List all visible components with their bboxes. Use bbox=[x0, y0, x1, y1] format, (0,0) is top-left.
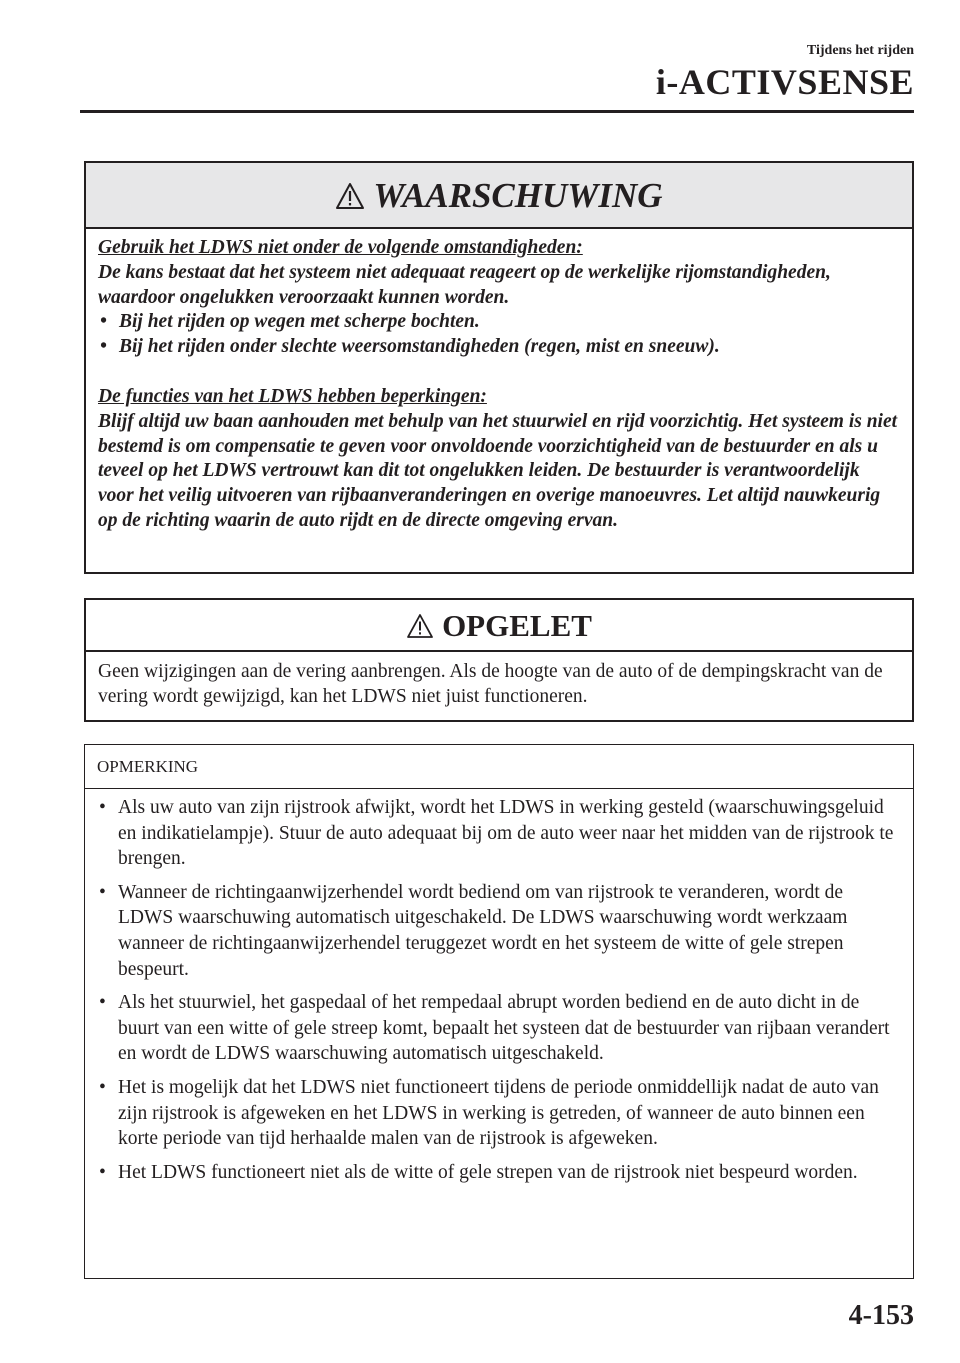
warning-bullet-text: Bij het rijden op wegen met scherpe bochten. bbox=[119, 311, 480, 333]
note-bullet bbox=[97, 880, 901, 982]
chapter-title: i-ACTIVSENSE bbox=[655, 62, 914, 102]
caution-box bbox=[84, 598, 914, 722]
note-bullet-text: Wanneer de richtingaanwijzerhendel wordt bediend om van rijstrook te veranderen, wordt de LDWS waarschuwing automatisch uitgeschakeld. De LDWS waarschuwing wordt werkzaam wanneer de richtingaanwijzerhendel teruggezet wordt en het systeem de witte of gele strepen bespeurt. bbox=[118, 881, 848, 980]
section-title: Tijdens het rijden bbox=[806, 43, 914, 58]
note-bullet bbox=[97, 795, 901, 872]
note-bullet bbox=[97, 990, 901, 1067]
warning-text-2: Blijf altijd uw baan aanhouden met behulp van het stuurwiel en rijd voorzichtig. Het systeem is niet bestemd is om compensatie te geven voor onvoldoende voorzichtigheid van de bestuurder en als u teveel op het LDWS vertrouwt kan dit tot ongelukken leiden. De bestuurder is verantwoordelijk voor het veilig uitvoeren van rijbaanveranderingen en overige manoeuvres. Let altijd nauwkeurig op de richting waarin de auto rijdt en de directe omgeving ervan. bbox=[98, 410, 898, 531]
warning-bullet-text: Bij het rijden onder slechte weersomstandigheden (regen, mist en sneeuw). bbox=[119, 336, 720, 358]
page-number: 4-153 bbox=[848, 1300, 914, 1331]
page-header bbox=[80, 38, 914, 114]
note-header: OPMERKING bbox=[85, 745, 913, 789]
warning-heading-1: Gebruik het LDWS niet onder de volgende omstandigheden: bbox=[98, 237, 583, 258]
warning-triangle-icon bbox=[406, 603, 434, 655]
warning-header bbox=[86, 163, 912, 229]
bullet-icon: • bbox=[100, 336, 107, 358]
header-rule bbox=[80, 110, 914, 113]
note-bullet-text: Het LDWS functioneert niet als de witte of gele strepen van de rijstrook niet bespeurd worden. bbox=[118, 1161, 858, 1183]
warning-box bbox=[84, 161, 914, 574]
note-box bbox=[84, 744, 914, 1279]
note-bullet-text: Het is mogelijk dat het LDWS niet functioneert tijdens de periode onmiddellijk nadat de auto van zijn rijstrook is afgeweken en het LDWS in werking is getreden, of wanneer de auto binnen een korte periode van tijd herhaalde malen van de rijstrook is afgeweken. bbox=[118, 1076, 879, 1150]
bullet-icon: • bbox=[99, 1161, 106, 1183]
warning-triangle-icon bbox=[335, 166, 365, 232]
bullet-icon: • bbox=[100, 311, 107, 333]
warning-body bbox=[86, 229, 912, 534]
warning-title: WAARSCHUWING bbox=[373, 176, 663, 215]
caution-header bbox=[86, 600, 912, 652]
note-bullet-text: Als het stuurwiel, het gaspedaal of het rempedaal abrupt worden bediend en de auto dicht in de buurt van een witte of gele streep komt, bepaalt het systeen dat de bestuurder van rijbaan verandert en wordt de LDWS waarschuwing automatisch uitgeschakeld. bbox=[118, 992, 890, 1065]
warning-heading-2: De functies van het LDWS hebben beperkingen: bbox=[98, 385, 487, 407]
warning-bullet bbox=[98, 335, 900, 360]
note-body bbox=[85, 789, 913, 1185]
caution-text: Geen wijzigingen aan de vering aanbrengen. Als de hoogte van de auto of de dempingskracht van de vering wordt gewijzigd, kan het LDWS niet juist functioneren. bbox=[98, 661, 883, 707]
note-bullet bbox=[97, 1160, 901, 1186]
bullet-icon: • bbox=[99, 992, 106, 1014]
bullet-icon: • bbox=[99, 881, 106, 903]
note-bullet bbox=[97, 1075, 901, 1152]
warning-bullet bbox=[98, 310, 900, 335]
bullet-icon: • bbox=[99, 797, 106, 818]
warning-text-1: De kans bestaat dat het systeem niet adequaat reageert op de werkelijke rijomstandigheden, waardoor ongelukken veroorzaakt kunnen worden. bbox=[98, 261, 831, 308]
caution-title: OPGELET bbox=[442, 608, 592, 643]
bullet-icon: • bbox=[99, 1076, 106, 1098]
note-bullet-text: Als uw auto van zijn rijstrook afwijkt, wordt het LDWS in werking gesteld (waarschuwingsgeluid en indikatielampje). Stuur de auto adequaat bij om de auto weer naar het midden van de rijstrook te brengen. bbox=[118, 797, 894, 870]
